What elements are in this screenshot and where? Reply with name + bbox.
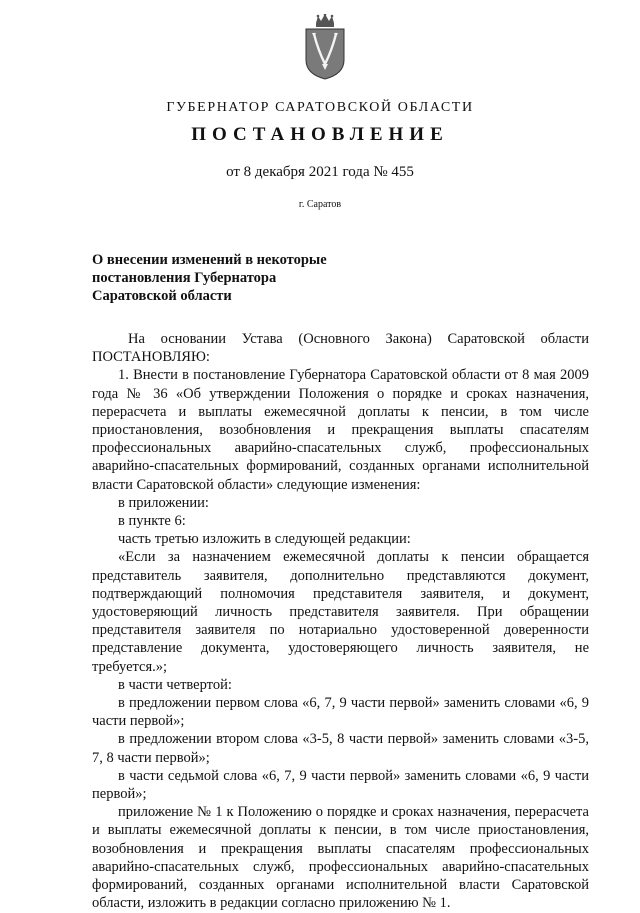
authority-heading: ГУБЕРНАТОР САРАТОВСКОЙ ОБЛАСТИ xyxy=(166,100,474,115)
document-body xyxy=(92,330,589,913)
paragraph: «Если за назначением ежемесячной доплаты к пенсии обращается представитель заявителя, дополнительно представляются документ, подтверждающий полномочия представителя заявителя, и документ, удостоверяющий личность представителя заявителя. При обращении представителя заявителя по нотариально удостоверенной доверенности представление документа, удостоверяющего личность заявителя, не требуется.»; xyxy=(92,549,589,675)
paragraph: в части четвертой: xyxy=(118,676,232,693)
paragraph: в предложении втором слова «3-5, 8 части первой» заменить словами «3-5, 7, 8 части первой»; xyxy=(92,731,589,766)
coat-of-arms-icon xyxy=(300,14,350,80)
document-city: г. Саратов xyxy=(298,199,342,210)
paragraph: в пункте 6: xyxy=(118,513,186,530)
subject-line: О внесении изменений в некоторые xyxy=(92,252,327,268)
paragraph: в части седьмой слова «6, 7, 9 части первой» заменить словами «6, 9 части первой»; xyxy=(92,767,589,803)
paragraph: в приложении: xyxy=(118,494,209,511)
document-subject xyxy=(92,251,392,305)
paragraph: часть третью изложить в следующей редакции: xyxy=(118,531,411,548)
document-date-number: от 8 декабря 2021 года № 455 xyxy=(226,164,414,180)
paragraph: 1. Внести в постановление Губернатора Саратовской области от 8 мая 2009 года № 36 «Об утверждении Положения о порядке и сроках назначения, перерасчета и выплаты ежемесячной доплаты к пенсии, в том числе приостановления, возобновления и прекращения выплаты спасателям профессиональных аварийно-спасательных служб, профессиональных аварийно-спасательных формирований, созданных органами исполнительной власти Саратовской области» следующие изменения: xyxy=(92,367,589,493)
paragraph: На основании Устава (Основного Закона) Саратовской области ПОСТАНОВЛЯЮ: xyxy=(92,331,589,366)
subject-line: постановления Губернатора xyxy=(92,270,277,286)
subject-line: Саратовской области xyxy=(92,288,232,304)
paragraph: приложение № 1 к Положению о порядке и сроках назначения, перерасчета и выплаты ежемесячной доплаты к пенсии, в том числе приостановления, возобновления и прекращения выплаты спасателям профессиональных аварийно-спасательных служб, профессиональных аварийно-спасательных формирований, созданных органами исполнительной власти Саратовской области, изложить в редакции согласно приложению № 1. xyxy=(92,804,589,912)
document-type: ПОСТАНОВЛЕНИЕ xyxy=(191,124,449,145)
paragraph: в предложении первом слова «6, 7, 9 части первой» заменить словами «6, 9 части первой»; xyxy=(92,695,589,730)
